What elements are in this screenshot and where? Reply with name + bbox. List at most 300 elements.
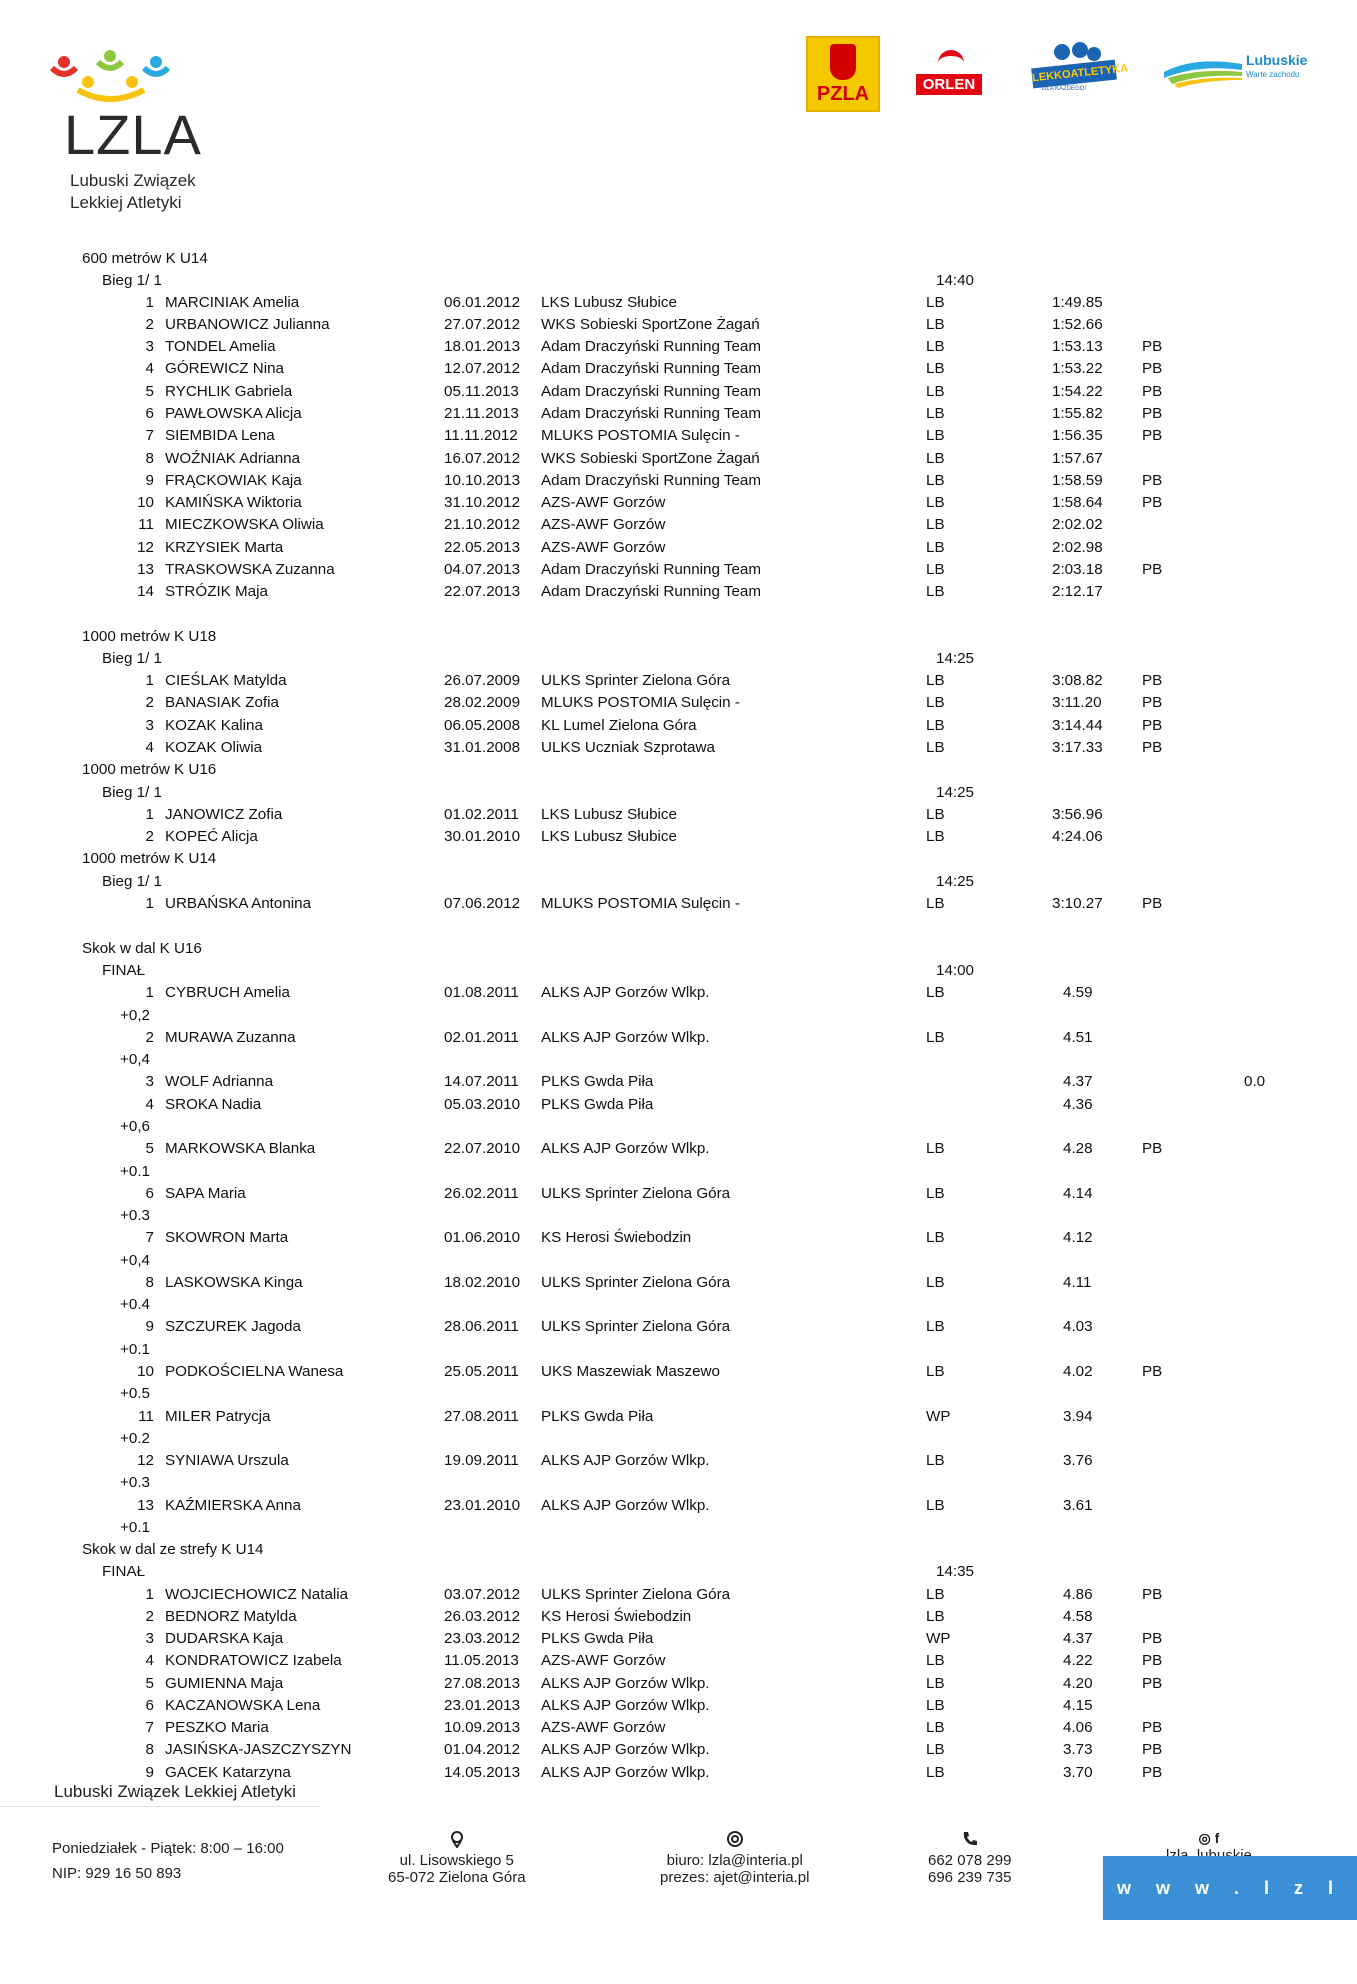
category: LB — [926, 1029, 945, 1046]
club-name: MLUKS POSTOMIA Sulęcin - — [541, 427, 740, 444]
category: LB — [926, 405, 945, 422]
result: 3.70 — [1063, 1764, 1093, 1781]
event-title-text: Skok w dal ze strefy K U14 — [82, 1541, 264, 1558]
category: LB — [926, 494, 945, 511]
result-row — [0, 561, 1357, 583]
logo-sub-line-1: Lubuski Związek — [70, 171, 196, 190]
nip-number: NIP: 929 16 50 893 — [52, 1865, 182, 1882]
result: 1:56.35 — [1052, 427, 1103, 444]
birth-date: 28.06.2011 — [444, 1318, 519, 1335]
round-header — [0, 272, 1357, 294]
result-row — [0, 316, 1357, 338]
result: 3.61 — [1063, 1497, 1093, 1514]
place: 14 — [137, 583, 154, 600]
athlete-name: STRÓZIK Maja — [165, 583, 268, 600]
athlete-name: PESZKO Maria — [165, 1719, 269, 1736]
athlete-name: SAPA Maria — [165, 1185, 246, 1202]
birth-date: 05.03.2010 — [444, 1096, 521, 1113]
club-name: PLKS Gwda Piła — [541, 1096, 654, 1113]
athlete-name: BANASIAK Zofia — [165, 694, 279, 711]
club-name: ULKS Sprinter Zielona Góra — [541, 1586, 731, 1603]
birth-date: 04.07.2013 — [444, 561, 521, 578]
birth-date: 27.08.2011 — [444, 1408, 519, 1425]
result-row — [0, 494, 1357, 516]
club-name: AZS-AWF Gorzów — [541, 516, 666, 533]
result: 1:52.66 — [1052, 316, 1103, 333]
athlete-name: PAWŁOWSKA Alicja — [165, 405, 302, 422]
club-name: AZS-AWF Gorzów — [541, 539, 666, 556]
logo-sub-line-2: Lekkiej Atletyki — [70, 193, 182, 212]
pb-flag: PB — [1142, 383, 1163, 400]
result-row — [0, 672, 1357, 694]
category: LB — [926, 450, 945, 467]
result-row — [0, 1408, 1357, 1430]
birth-date: 18.02.2010 — [444, 1274, 521, 1291]
category: LB — [926, 583, 945, 600]
category: LB — [926, 427, 945, 444]
athlete-name: JANOWICZ Zofia — [165, 806, 283, 823]
category: LB — [926, 539, 945, 556]
wind-value: +0.3 — [120, 1474, 150, 1491]
category: LB — [926, 1185, 945, 1202]
club-name: WKS Sobieski SportZone Żagań — [541, 316, 760, 333]
pb-flag: PB — [1142, 672, 1163, 689]
logo-text: LZLA — [64, 103, 202, 166]
email-office[interactable]: biuro: lzla@interia.pl — [666, 1852, 803, 1869]
place: 11 — [138, 1408, 154, 1425]
round-label: Bieg 1/ 1 — [102, 873, 162, 890]
result-row — [0, 450, 1357, 472]
wind-reading — [0, 1051, 1357, 1073]
result: 2:12.17 — [1052, 583, 1103, 600]
athlete-name: KONDRATOWICZ Izabela — [165, 1652, 342, 1669]
category: LB — [926, 1274, 945, 1291]
result-row — [0, 1741, 1357, 1763]
event-title-text: 1000 metrów K U14 — [82, 850, 217, 867]
birth-date: 31.01.2008 — [444, 739, 521, 756]
birth-date: 19.09.2011 — [444, 1452, 519, 1469]
phone-2[interactable]: 696 239 735 — [928, 1869, 1012, 1886]
result-row — [0, 1363, 1357, 1385]
result: 4.28 — [1063, 1140, 1093, 1157]
result-row — [0, 427, 1357, 449]
lzla-logo-dots-icon — [48, 46, 198, 106]
wind-reading — [0, 1118, 1357, 1140]
wind-value: +0.3 — [120, 1207, 150, 1224]
result-row — [0, 806, 1357, 828]
birth-date: 14.05.2013 — [444, 1764, 521, 1781]
club-name: AZS-AWF Gorzów — [541, 1719, 666, 1736]
birth-date: 27.08.2013 — [444, 1675, 521, 1692]
result-row — [0, 294, 1357, 316]
place: 1 — [145, 294, 154, 311]
result-row — [0, 360, 1357, 382]
logo-subtitle — [70, 170, 196, 214]
result: 1:53.13 — [1052, 338, 1103, 355]
athlete-name: URBAŃSKA Antonina — [165, 895, 312, 912]
result: 4.11 — [1063, 1274, 1092, 1291]
place: 6 — [145, 1697, 154, 1714]
athlete-name: KRZYSIEK Marta — [165, 539, 284, 556]
pb-flag: PB — [1142, 1675, 1163, 1692]
category: LB — [926, 1497, 945, 1514]
round-header — [0, 873, 1357, 895]
club-name: ALKS AJP Gorzów Wlkp. — [541, 1764, 710, 1781]
pb-flag: PB — [1142, 1741, 1163, 1758]
result-row — [0, 1697, 1357, 1719]
birth-date: 10.09.2013 — [444, 1719, 521, 1736]
pb-flag: PB — [1142, 1140, 1163, 1157]
pb-flag: PB — [1142, 717, 1163, 734]
athlete-name: SROKA Nadia — [165, 1096, 262, 1113]
club-name: Adam Draczyński Running Team — [541, 472, 762, 489]
result-row — [0, 1586, 1357, 1608]
event-title-text: 1000 metrów K U18 — [82, 628, 217, 645]
result-row — [0, 828, 1357, 850]
pb-flag: PB — [1142, 1630, 1163, 1647]
birth-date: 06.01.2012 — [444, 294, 521, 311]
birth-date: 06.05.2008 — [444, 717, 521, 734]
place: 1 — [145, 806, 154, 823]
wind-reading — [0, 1252, 1357, 1274]
club-name: ULKS Sprinter Zielona Góra — [541, 1318, 731, 1335]
pb-flag: PB — [1142, 1586, 1163, 1603]
club-name: ALKS AJP Gorzów Wlkp. — [541, 1497, 710, 1514]
athlete-name: WOŹNIAK Adrianna — [165, 450, 301, 467]
phone-1[interactable]: 662 078 299 — [928, 1852, 1012, 1869]
pb-flag: PB — [1142, 694, 1163, 711]
category: LB — [926, 1719, 945, 1736]
wind-reading — [0, 1296, 1357, 1318]
result-row — [0, 405, 1357, 427]
place: 3 — [145, 717, 154, 734]
place: 2 — [145, 694, 154, 711]
result: 2:02.02 — [1052, 516, 1103, 533]
athlete-name: GÓREWICZ Nina — [165, 360, 284, 377]
club-name: Adam Draczyński Running Team — [541, 561, 762, 578]
category: LB — [926, 672, 945, 689]
place: 2 — [145, 316, 154, 333]
result: 4.51 — [1063, 1029, 1093, 1046]
club-name: ULKS Sprinter Zielona Góra — [541, 1185, 731, 1202]
result-row — [0, 1073, 1357, 1095]
athlete-name: KAŹMIERSKA Anna — [165, 1497, 301, 1514]
place: 4 — [145, 739, 154, 756]
round-time: 14:25 — [936, 784, 975, 801]
athlete-name: RYCHLIK Gabriela — [165, 383, 293, 400]
result-row — [0, 516, 1357, 538]
category: LB — [926, 1608, 945, 1625]
pb-flag: PB — [1142, 338, 1163, 355]
wind-value: +0.1 — [120, 1341, 150, 1358]
club-name: ULKS Sprinter Zielona Góra — [541, 1274, 731, 1291]
phone-icon — [961, 1830, 979, 1848]
result-row — [0, 539, 1357, 561]
result: 4.22 — [1063, 1652, 1093, 1669]
place: 6 — [145, 405, 154, 422]
result: 4.58 — [1063, 1608, 1093, 1625]
place: 8 — [145, 450, 154, 467]
place: 1 — [145, 895, 154, 912]
result: 1:58.64 — [1052, 494, 1103, 511]
category: LB — [926, 984, 945, 1001]
category: LB — [926, 516, 945, 533]
birth-date: 22.05.2013 — [444, 539, 521, 556]
place: 8 — [145, 1274, 154, 1291]
category: WP — [926, 1630, 951, 1647]
club-name: ALKS AJP Gorzów Wlkp. — [541, 1697, 710, 1714]
place: 3 — [145, 1073, 154, 1090]
birth-date: 03.07.2012 — [444, 1586, 521, 1603]
club-name: UKS Maszewiak Maszewo — [541, 1363, 720, 1380]
result: 4.86 — [1063, 1586, 1093, 1603]
club-name: KS Herosi Świebodzin — [541, 1608, 692, 1625]
round-label: Bieg 1/ 1 — [102, 650, 162, 667]
category: LB — [926, 806, 945, 823]
eagle-icon — [830, 44, 856, 80]
result: 1:54.22 — [1052, 383, 1103, 400]
event-title — [0, 850, 1357, 872]
website-link[interactable]: w w w . l z l a . p l — [1103, 1856, 1357, 1920]
sponsor-logos — [800, 36, 1320, 116]
office-hours: Poniedziałek - Piątek: 8:00 – 16:00 — [52, 1840, 284, 1857]
result: 1:49.85 — [1052, 294, 1103, 311]
event-title — [0, 1541, 1357, 1563]
athlete-name: MARCINIAK Amelia — [165, 294, 300, 311]
result-row — [0, 717, 1357, 739]
category: LB — [926, 1229, 945, 1246]
place: 7 — [145, 1229, 154, 1246]
pb-flag: PB — [1142, 405, 1163, 422]
extra-value: 0.0 — [1244, 1073, 1266, 1090]
result-row — [0, 984, 1357, 1006]
club-name: ALKS AJP Gorzów Wlkp. — [541, 1741, 710, 1758]
pb-flag: PB — [1142, 895, 1163, 912]
place: 5 — [145, 383, 154, 400]
place: 8 — [145, 1741, 154, 1758]
club-name: ALKS AJP Gorzów Wlkp. — [541, 984, 710, 1001]
pb-flag: PB — [1142, 494, 1163, 511]
place: 5 — [145, 1140, 154, 1157]
birth-date: 27.07.2012 — [444, 316, 521, 333]
result-row — [0, 1630, 1357, 1652]
pzla-text: PZLA — [816, 83, 870, 105]
birth-date: 26.07.2009 — [444, 672, 521, 689]
athlete-name: KOPEĆ Alicja — [165, 828, 258, 845]
place: 11 — [138, 516, 154, 533]
place: 9 — [145, 1764, 154, 1781]
category: LB — [926, 1697, 945, 1714]
category: LB — [926, 561, 945, 578]
place: 13 — [137, 561, 154, 578]
club-name: PLKS Gwda Piła — [541, 1408, 654, 1425]
category: LB — [926, 1140, 945, 1157]
athlete-name: PODKOŚCIELNA Wanesa — [165, 1363, 344, 1380]
lubuskie-text: Lubuskie — [1246, 52, 1308, 68]
lekko-subtext: DLA KAŻDEGO! — [1042, 86, 1087, 92]
club-name: Adam Draczyński Running Team — [541, 383, 762, 400]
event-title — [0, 628, 1357, 650]
result: 3.73 — [1063, 1741, 1093, 1758]
round-time: 14:00 — [936, 962, 975, 979]
club-name: KS Herosi Świebodzin — [541, 1229, 692, 1246]
athlete-name: LASKOWSKA Kinga — [165, 1274, 303, 1291]
result: 3.94 — [1063, 1408, 1093, 1425]
footer-divider — [0, 1806, 320, 1807]
place: 12 — [137, 1452, 154, 1469]
category: LB — [926, 383, 945, 400]
result: 1:58.59 — [1052, 472, 1103, 489]
round-header — [0, 650, 1357, 672]
pb-flag: PB — [1142, 1719, 1163, 1736]
birth-date: 21.11.2013 — [444, 405, 519, 422]
birth-date: 26.03.2012 — [444, 1608, 521, 1625]
footer-address-block — [388, 1830, 526, 1886]
birth-date: 25.05.2011 — [444, 1363, 519, 1380]
athlete-name: URBANOWICZ Julianna — [165, 316, 330, 333]
result-row — [0, 1229, 1357, 1251]
event-title-text: 600 metrów K U14 — [82, 250, 208, 267]
birth-date: 23.03.2012 — [444, 1630, 521, 1647]
result: 4.37 — [1063, 1630, 1093, 1647]
place: 2 — [145, 828, 154, 845]
result: 3:10.27 — [1052, 895, 1103, 912]
footer-phone-block — [928, 1830, 1011, 1886]
birth-date: 11.05.2013 — [444, 1652, 519, 1669]
orlen-text: ORLEN — [916, 74, 982, 95]
wind-reading — [0, 1385, 1357, 1407]
athlete-name: SKOWRON Marta — [165, 1229, 289, 1246]
pb-flag: PB — [1142, 360, 1163, 377]
athlete-name: WOLF Adrianna — [165, 1073, 274, 1090]
category: LB — [926, 294, 945, 311]
club-name: Adam Draczyński Running Team — [541, 405, 762, 422]
club-name: Adam Draczyński Running Team — [541, 360, 762, 377]
club-name: AZS-AWF Gorzów — [541, 1652, 666, 1669]
round-time: 14:25 — [936, 873, 975, 890]
wind-reading — [0, 1341, 1357, 1363]
wind-reading — [0, 1519, 1357, 1541]
birth-date: 22.07.2010 — [444, 1140, 521, 1157]
result-row — [0, 1318, 1357, 1340]
result: 4.14 — [1063, 1185, 1093, 1202]
birth-date: 23.01.2010 — [444, 1497, 521, 1514]
wind-value: +0,6 — [120, 1118, 150, 1135]
result-row — [0, 1274, 1357, 1296]
footer-email-block — [660, 1830, 809, 1886]
birth-date: 21.10.2012 — [444, 516, 521, 533]
pb-flag: PB — [1142, 561, 1163, 578]
result-row — [0, 1608, 1357, 1630]
birth-date: 23.01.2013 — [444, 1697, 521, 1714]
result: 3:17.33 — [1052, 739, 1103, 756]
place: 5 — [145, 1675, 154, 1692]
result-row — [0, 383, 1357, 405]
club-name: LKS Lubusz Słubice — [541, 828, 677, 845]
wind-value: +0.5 — [120, 1385, 150, 1402]
category: LB — [926, 338, 945, 355]
place: 7 — [145, 427, 154, 444]
result: 4.15 — [1063, 1697, 1093, 1714]
place: 12 — [137, 539, 154, 556]
athlete-name: MARKOWSKA Blanka — [165, 1140, 316, 1157]
club-name: ALKS AJP Gorzów Wlkp. — [541, 1029, 710, 1046]
place: 1 — [145, 984, 154, 1001]
round-header — [0, 784, 1357, 806]
pb-flag: PB — [1142, 472, 1163, 489]
lubuskie-subtext: Warte zachodu — [1246, 70, 1300, 79]
birth-date: 30.01.2010 — [444, 828, 521, 845]
athlete-name: TRASKOWSKA Zuzanna — [165, 561, 335, 578]
club-name: LKS Lubusz Słubice — [541, 294, 677, 311]
result: 3.76 — [1063, 1452, 1093, 1469]
place: 9 — [145, 1318, 154, 1335]
place: 13 — [137, 1497, 154, 1514]
wind-value: +0,4 — [120, 1252, 150, 1269]
birth-date: 01.02.2011 — [444, 806, 519, 823]
lekko-text: LEKKOATLETYKA — [1031, 60, 1117, 89]
place: 2 — [145, 1608, 154, 1625]
birth-date: 22.07.2013 — [444, 583, 521, 600]
place: 4 — [145, 1652, 154, 1669]
birth-date: 18.01.2013 — [444, 338, 521, 355]
wind-reading — [0, 1430, 1357, 1452]
round-label: FINAŁ — [102, 962, 146, 979]
result-row — [0, 694, 1357, 716]
birth-date: 11.11.2012 — [444, 427, 518, 444]
round-time: 14:35 — [936, 1563, 975, 1580]
result: 2:03.18 — [1052, 561, 1103, 578]
wind-reading — [0, 1474, 1357, 1496]
pb-flag: PB — [1142, 739, 1163, 756]
category: LB — [926, 1363, 945, 1380]
athlete-name: JASIŃSKA-JASZCZYSZYN — [165, 1741, 352, 1758]
athlete-name: WOJCIECHOWICZ Natalia — [165, 1586, 349, 1603]
event-title — [0, 940, 1357, 962]
athlete-name: GACEK Katarzyna — [165, 1764, 291, 1781]
athlete-name: KOZAK Kalina — [165, 717, 263, 734]
club-name: PLKS Gwda Piła — [541, 1630, 654, 1647]
email-president[interactable]: prezes: ajet@interia.pl — [660, 1869, 810, 1886]
athlete-name: MURAWA Zuzanna — [165, 1029, 296, 1046]
result: 3:14.44 — [1052, 717, 1103, 734]
athlete-name: DUDARSKA Kaja — [165, 1630, 284, 1647]
place: 1 — [145, 672, 154, 689]
wind-reading — [0, 1207, 1357, 1229]
athlete-name: SZCZUREK Jagoda — [165, 1318, 301, 1335]
birth-date: 01.08.2011 — [444, 984, 519, 1001]
category: LB — [926, 1452, 945, 1469]
result-row — [0, 1185, 1357, 1207]
result: 4.59 — [1063, 984, 1093, 1001]
at-sign-icon — [726, 1830, 744, 1848]
athlete-name: MIECZKOWSKA Oliwia — [165, 516, 324, 533]
address-line-2: 65-072 Zielona Góra — [388, 1869, 526, 1886]
club-name: ULKS Sprinter Zielona Góra — [541, 672, 731, 689]
result: 4.12 — [1063, 1229, 1093, 1246]
birth-date: 31.10.2012 — [444, 494, 521, 511]
category: WP — [926, 1408, 951, 1425]
birth-date: 26.02.2011 — [444, 1185, 519, 1202]
result: 2:02.98 — [1052, 539, 1103, 556]
athlete-name: CIEŚLAK Matylda — [165, 672, 287, 689]
result: 4.02 — [1063, 1363, 1093, 1380]
place: 9 — [145, 472, 154, 489]
address-line-1: ul. Lisowskiego 5 — [399, 1852, 514, 1869]
result-row — [0, 1652, 1357, 1674]
result: 1:55.82 — [1052, 405, 1103, 422]
category: LB — [926, 717, 945, 734]
